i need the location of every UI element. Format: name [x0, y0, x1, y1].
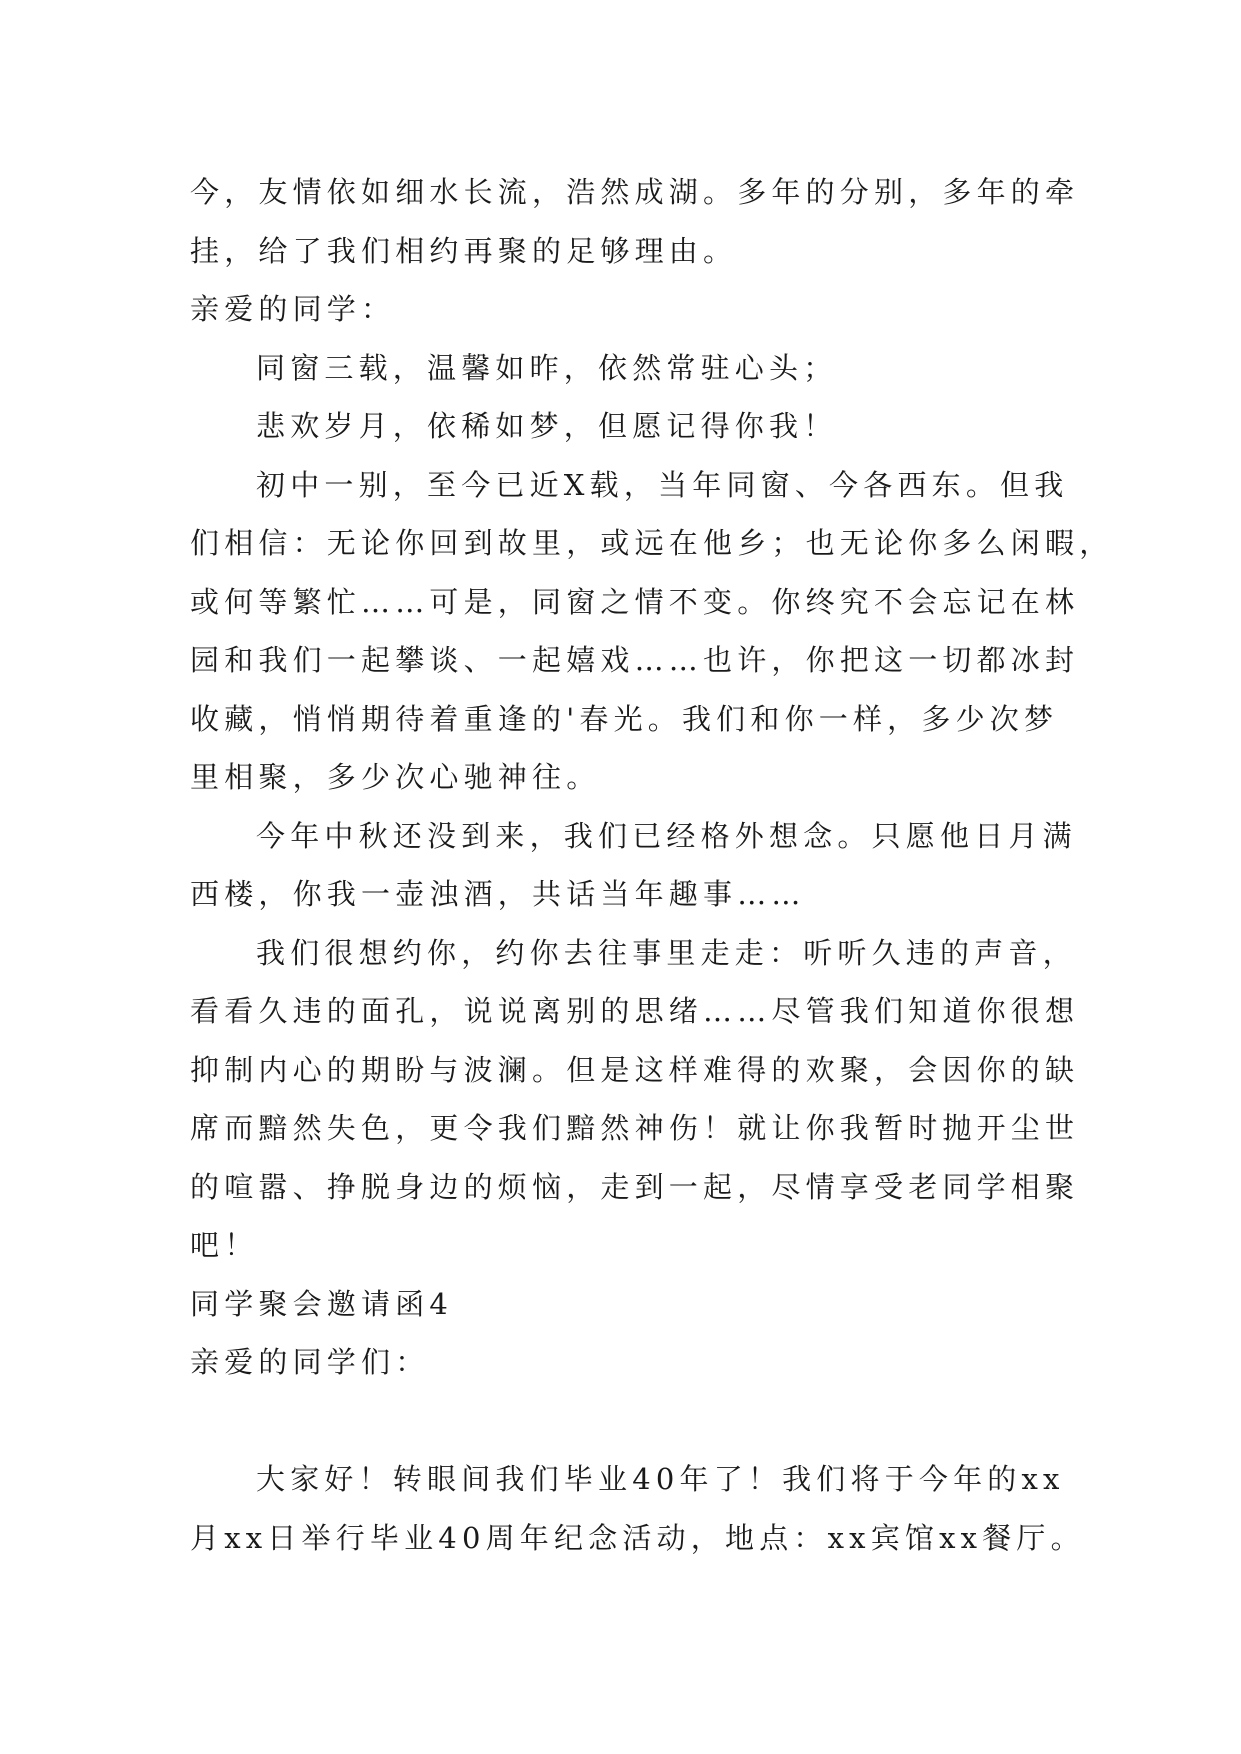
- text-line: 们相信：无论你回到故里，或远在他乡；也无论你多么闲暇，: [190, 526, 1114, 560]
- text-line: 看看久违的面孔，说说离别的思绪……尽管我们知道你很想: [190, 994, 1080, 1028]
- text-line: 挂，给了我们相约再聚的足够理由。: [190, 233, 738, 268]
- text-line: 吧！: [190, 1228, 259, 1262]
- text-line: 收藏，悄悄期待着重逢的'春光。我们和你一样，多少次梦: [190, 701, 1059, 736]
- text-line: 园和我们一起攀谈、一起嬉戏……也许，你把这一切都冰封: [190, 643, 1080, 677]
- text-line: 亲爱的同学们：: [190, 1345, 430, 1379]
- text-line: 的喧嚣、挣脱身边的烦恼，走到一起，尽情享受老同学相聚: [190, 1169, 1080, 1204]
- text-line: 月xx日举行毕业40周年纪念活动，地点：xx宾馆xx餐厅。: [190, 1520, 1085, 1555]
- text-line: 初中一别，至今已近X载，当年同窗、今各西东。但我: [256, 467, 1069, 502]
- text-line: 抑制内心的期盼与波澜。但是这样难得的欢聚，会因你的缺: [190, 1052, 1080, 1087]
- text-line: 悲欢岁月，依稀如梦，但愿记得你我！: [256, 409, 838, 443]
- text-line: 或何等繁忙……可是，同窗之情不变。你终究不会忘记在林: [190, 584, 1080, 619]
- text-line: 里相聚，多少次心驰神往。: [190, 760, 601, 794]
- text-line: 我们很想约你，约你去往事里走走：听听久违的声音，: [256, 935, 1077, 970]
- text-line: 同学聚会邀请函4: [190, 1286, 454, 1321]
- document-body: [190, 163, 1114, 1567]
- text-line: 同窗三载，温馨如昨，依然常驻心头；: [256, 350, 838, 385]
- text-line: 今，友情依如细水长流，浩然成湖。多年的分别，多年的牵: [190, 175, 1080, 209]
- text-line: 西楼，你我一壶浊酒，共话当年趣事……: [190, 877, 806, 911]
- text-line: 亲爱的同学：: [190, 292, 396, 326]
- text-line: 席而黯然失色，更令我们黯然神伤！就让你我暂时抛开尘世: [190, 1111, 1080, 1145]
- blank-line: [190, 1392, 1070, 1451]
- text-line: 今年中秋还没到来，我们已经格外想念。只愿他日月满: [256, 818, 1077, 853]
- text-line: 大家好！转眼间我们毕业40年了！我们将于今年的xx: [256, 1462, 1065, 1496]
